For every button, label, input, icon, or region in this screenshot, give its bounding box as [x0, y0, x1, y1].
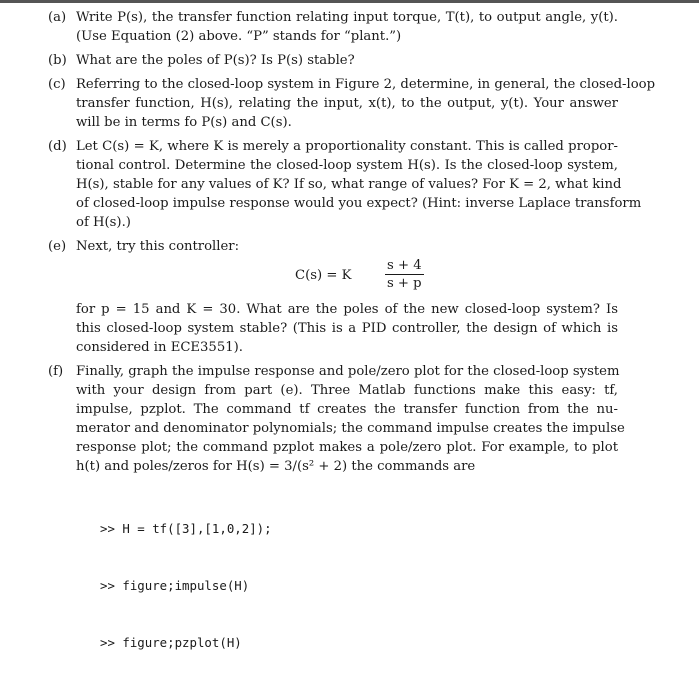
- problem-e-line-2: this closed-loop system stable? (This is a PID controller, the design of which is: [76, 321, 618, 336]
- problem-e: [48, 237, 618, 357]
- problem-c-line-2: transfer function, H(s), relating the input, x(t), to the output, y(t). Your answer: [76, 96, 618, 111]
- problem-f-line-3: impulse, pzplot. The command tf creates the transfer function from the nu-: [76, 402, 618, 417]
- problem-f-line-5: response plot; the command pzplot makes a pole/zero plot. For example, to plot: [76, 440, 618, 455]
- problem-d-line-3: H(s), stable for any values of K? If so, what range of values? For K = 2, what kind: [76, 177, 622, 192]
- problem-d-line-4: of closed-loop impulse response would you expect? (Hint: inverse Laplace transform: [76, 196, 642, 211]
- equation-fraction: [385, 258, 424, 292]
- problem-f-line-1: Finally, graph the impulse response and pole/zero plot for the closed-loop system: [76, 364, 620, 379]
- problem-b: [48, 51, 618, 70]
- problem-f-label: (f): [48, 364, 64, 379]
- problem-b-label: (b): [48, 53, 67, 68]
- problem-a: [48, 8, 618, 46]
- problem-f-line-6: h(t) and poles/zeros for H(s) = 3/(s² + 2) the commands are: [76, 459, 476, 474]
- problem-d-label: (d): [48, 139, 67, 154]
- problem-c: [48, 75, 656, 132]
- problem-d-line-1: Let C(s) = K, where K is merely a proportionality constant. This is called propor-: [76, 139, 618, 154]
- matlab-code-block: [48, 481, 618, 690]
- code-line-1: >> H = tf([3],[1,0,2]);: [100, 521, 272, 536]
- problem-c-line-3: will be in terms fo P(s) and C(s).: [76, 115, 292, 130]
- equation-denominator: s + p: [386, 276, 422, 291]
- code-line-2: >> figure;impulse(H): [100, 578, 250, 593]
- problem-f-line-4: merator and denominator polynomials; the command impulse creates the impulse: [76, 421, 625, 436]
- problem-c-label: (c): [48, 77, 66, 92]
- equation-lhs: C(s) = K: [295, 268, 352, 283]
- problem-a-label: (a): [48, 10, 67, 25]
- problem-a-line-1: Write P(s), the transfer function relating input torque, T(t), to output angle, y(t).: [76, 10, 618, 25]
- problem-e-line-3: considered in ECE3551).: [76, 340, 243, 355]
- problem-d-line-5: of H(s).): [76, 215, 131, 230]
- equation-numerator: s + 4: [387, 258, 422, 273]
- controller-equation: [76, 258, 618, 294]
- problem-b-line-1: What are the poles of P(s)? Is P(s) stable?: [76, 53, 355, 68]
- problem-d: [48, 137, 642, 232]
- code-line-3: >> figure;pzplot(H): [100, 635, 242, 650]
- problem-a-line-2: (Use Equation (2) above. “P” stands for “plant.”): [76, 29, 402, 44]
- problem-c-line-1: Referring to the closed-loop system in Figure 2, determine, in general, the closed-loop: [76, 77, 656, 92]
- problem-f: [48, 362, 625, 476]
- problem-e-line-1: for p = 15 and K = 30. What are the poles of the new closed-loop system? Is: [76, 302, 618, 317]
- problem-e-intro: Next, try this controller:: [76, 239, 240, 254]
- problem-f-line-2: with your design from part (e). Three Matlab functions make this easy: tf,: [76, 383, 618, 398]
- problem-d-line-2: tional control. Determine the closed-loop system H(s). Is the closed-loop system,: [76, 158, 618, 173]
- top-border: [0, 0, 699, 3]
- problem-list: [48, 8, 656, 690]
- problem-e-label: (e): [48, 239, 67, 254]
